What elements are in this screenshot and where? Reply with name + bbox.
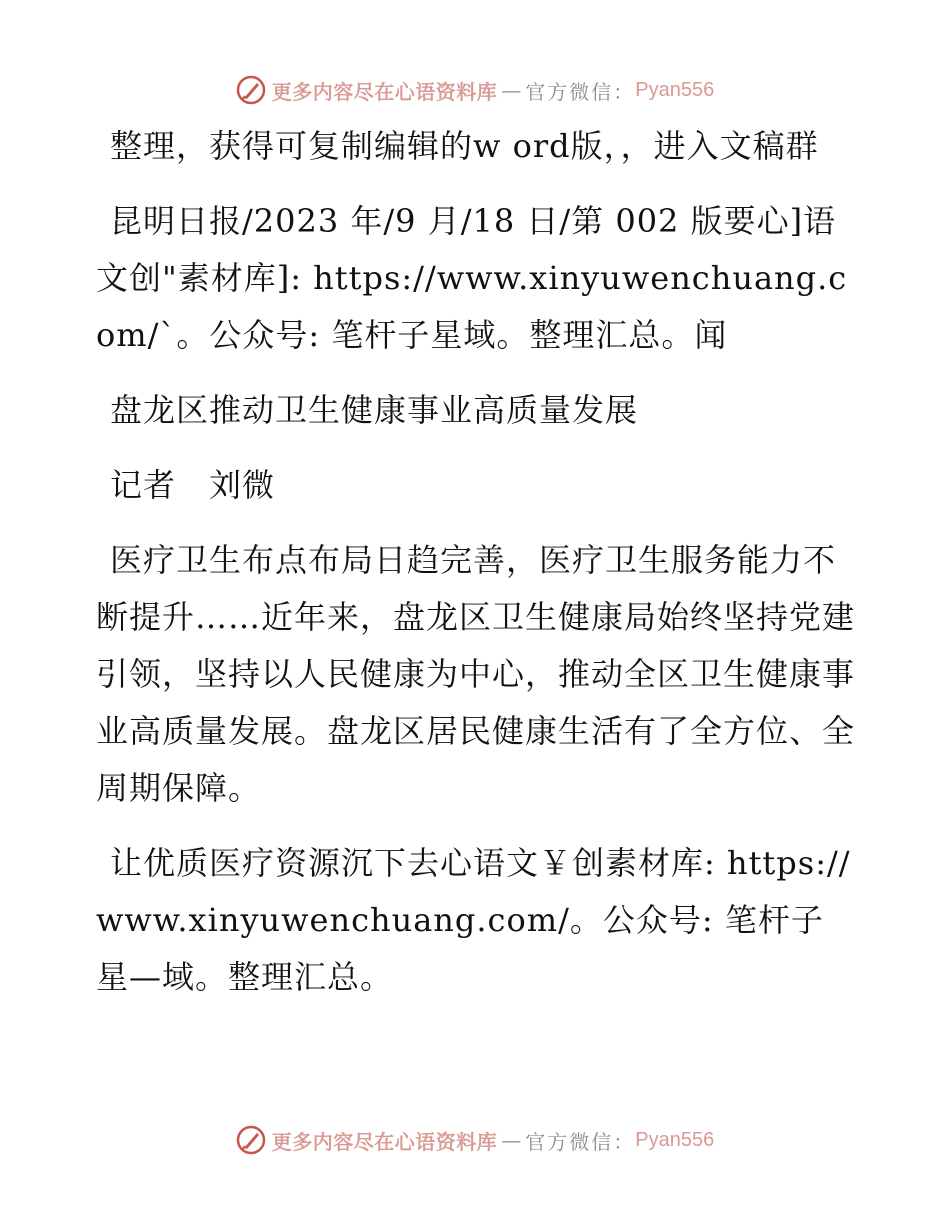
body-paragraph: 让优质医疗资源沉下去心语文￥创素材库: https://www.xinyuwenchuang.com/。公众号: 笔杆子星—域。整理汇总。: [96, 844, 851, 996]
header-banner: [0, 70, 950, 110]
intro-paragraph: 整理，获得可复制编辑的w ord版，，进入文稿群: [110, 127, 819, 165]
article-title: 盘龙区推动卫生健康事业高质量发展: [110, 391, 639, 429]
footer-banner: [0, 1120, 950, 1160]
banner-wechat-id: Pyan556: [635, 78, 715, 101]
banner-wechat-id: Pyan556: [635, 1128, 715, 1151]
document-body: [96, 118, 856, 1024]
banner-text: 更多内容尽在心语资料库: [271, 1129, 498, 1154]
source-paragraph: 昆明日报/2023 年/9 月/18 日/第 002 版要心]语文创"素材库]: https://www.xinyuwenchuang.com/`。公众号: 笔杆子星域。整理汇总。闻: [96, 202, 848, 354]
banner-official-label: 官方微信：: [525, 79, 636, 104]
banner-separator: —: [501, 1128, 522, 1152]
body-paragraph: 医疗卫生布点布局日趋完善，医疗卫生服务能力不断提升……近年来，盘龙区卫生健康局始终坚持党建引领，坚持以人民健康为中心，推动全区卫生健康事业高质量发展。盘龙区居民健康生活有了全方位、全周期保障。: [96, 541, 856, 807]
feather-pen-logo-icon: [236, 1125, 266, 1155]
article-byline: 记者 刘微: [110, 466, 276, 504]
banner-official-label: 官方微信：: [525, 1129, 636, 1154]
feather-pen-logo-icon: [236, 75, 266, 105]
banner-separator: —: [501, 78, 522, 102]
banner-text: 更多内容尽在心语资料库: [271, 79, 498, 104]
